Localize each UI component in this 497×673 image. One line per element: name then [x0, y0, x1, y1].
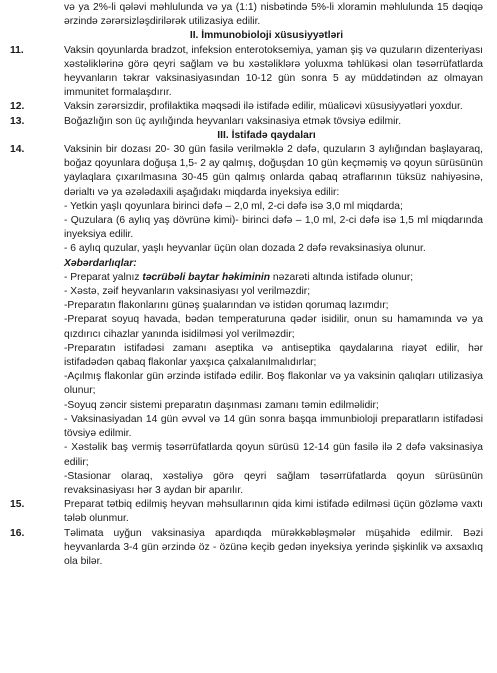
- list-item: [10, 143, 483, 498]
- warning-line: - Xəstə, zəif heyvanların vaksinasiyası yol verilməzdir;: [64, 286, 311, 298]
- list-item: [10, 44, 483, 101]
- item-text: Boğazlığın son üç ayılığında heyvanları vaksinasiya etmək tövsiyə edilmir.: [64, 115, 402, 127]
- item-text: Vaksin qoyunlarda bradzot, infeksion enterotoksemiya, yaman şiş və quzuların dizenteriyası xəstəliklərinə görə qeyri sağlam və bu xəstəliklərə yoluxma təhlükəsi olan təsərrüfatlarda heyvanların təkrar vaksinasiyasından 10-12 gün sonra 5 ay müddətindən az olmayan immunitet formalaşdırır.: [64, 44, 483, 99]
- dose-line: - Quzulara (6 aylıq yaş dövrünə kimi)- birinci dəfə – 1,0 ml, 2-ci dəfə isə 1,5 ml miqdarında inyeksiya edilir.: [64, 215, 483, 241]
- item-number: 11.: [10, 44, 24, 56]
- item-number: 13.: [10, 115, 25, 127]
- item-text: Təlimata uyğun vaksinasiya apardıqda mürəkkəbləşmələr müşahidə edilmir. Bəzi heyvanlarda 3-4 gün ərzində öz - özünə keçib gedən inyeksiya yerində şişkinlik və axsaxlıq ola bilər.: [64, 527, 483, 567]
- warning-line: -Stasionar olaraq, xəstəliyə görə qeyri sağlam təsərrüfatlarda qoyun sürüsünün revaksinasiyası hər 3 aydan bir aparılır.: [64, 470, 483, 496]
- section-heading-immunobiological: II. İmmunobioloji xüsusiyyətləri: [189, 30, 344, 42]
- intro-continuation: və ya 2%-li qələvi məhlulunda və ya (1:1) nisbətində 5%-li xloramin məhlulunda 15 dəqiqə ərzində zərərsizləşdirilərək utilizasiya edilir.: [64, 2, 483, 28]
- list-item: [10, 527, 483, 570]
- section-heading-usage-rules: III. İstifadə qaydaları: [217, 129, 316, 141]
- warning-line: -Preparatın flakonlarını günəş şualarından və istidən qorumaq lazımdır;: [64, 300, 389, 312]
- warning-line: -Soyuq zəncir sistemi preparatın daşınması zamanı təmin edilməlidir;: [64, 399, 379, 411]
- dose-line: - 6 aylıq quzular, yaşlı heyvanlar üçün olan dozada 2 dəfə revaksinasiya olunur.: [64, 243, 426, 255]
- item-text: Vaksinin bir dozası 20- 30 gün fasilə verilməklə 2 dəfə, quzuların 3 aylığından başlayaraq, boğaz qoyunlara doğuşa 1,5- 2 ay qalmış, doğuşdan 10 gün keçməmiş və qoyun sürüsünün yaylaqlara çıxarılmasına 30-45 gün qalmış onlarda qabaq ətraflarının tüksüz nahiyəsinə, dərialtı və ya əzələdaxili aşağıdakı miqdarda inyeksiya edilir:: [64, 144, 484, 198]
- warning-line: [64, 271, 483, 285]
- warning-line: -Preparatın istifadəsi zamanı aseptika və antiseptika qaydalarına riayət edilir, hər istifadədən qabaq flakonlar yaxşıca çalxalanılmalıdırlar;: [64, 342, 483, 369]
- dose-line: - Yetkin yaşlı qoyunlara birinci dəfə – 2,0 ml, 2-ci dəfə isə 3,0 ml miqdarda;: [64, 200, 403, 212]
- list-item: [10, 115, 483, 129]
- warning-text: nəzarəti altında istifadə olunur;: [270, 271, 414, 283]
- list-item: [10, 100, 483, 114]
- item-text: Preparat tətbiq edilmiş heyvan məhsullarının qida kimi istifadə edilməsi üçün gözləmə vaxtı tələb olunmur.: [64, 499, 483, 525]
- item-number: 15.: [10, 499, 25, 511]
- item-number: 12.: [10, 101, 25, 113]
- list-item: [10, 498, 483, 526]
- item-number: 14.: [10, 144, 25, 156]
- warning-line: - Vaksinasiyadan 14 gün əvvəl və 14 gün sonra başqa immunbioloji preparatların istifadəsi tövsiyə edilmir.: [64, 413, 483, 440]
- warning-emphasis: təcrübəli baytar həkiminin: [142, 271, 271, 283]
- item-text: Vaksin zərərsizdir, profilaktika məqsədi ilə istifadə edilir, müalicəvi xüsusiyyətləri yoxdur.: [64, 101, 463, 113]
- item-14-body: [64, 143, 483, 498]
- item-number: 16.: [10, 527, 25, 539]
- warning-line: -Açılmış flakonlar gün ərzində istifadə edilir. Boş flakonlar və ya vaksinin qalıqları utilizasiya olunur;: [64, 371, 483, 397]
- warning-line: -Preparat soyuq havada, bədən temperaturuna qədər isidilir, onun su hamamında və ya qızdırıcı cihazlar yanında isidilməsi yol verilməzdir;: [64, 314, 483, 340]
- warning-line: - Xəstəlik baş vermiş təsərrüfatlarda qoyun sürüsü 12-14 gün fasilə ilə 2 dəfə vaksinasiya edilir;: [64, 442, 483, 468]
- warnings-title: Xəbərdarlıqlar:: [64, 257, 137, 269]
- warning-text: - Preparat yalnız: [64, 271, 143, 283]
